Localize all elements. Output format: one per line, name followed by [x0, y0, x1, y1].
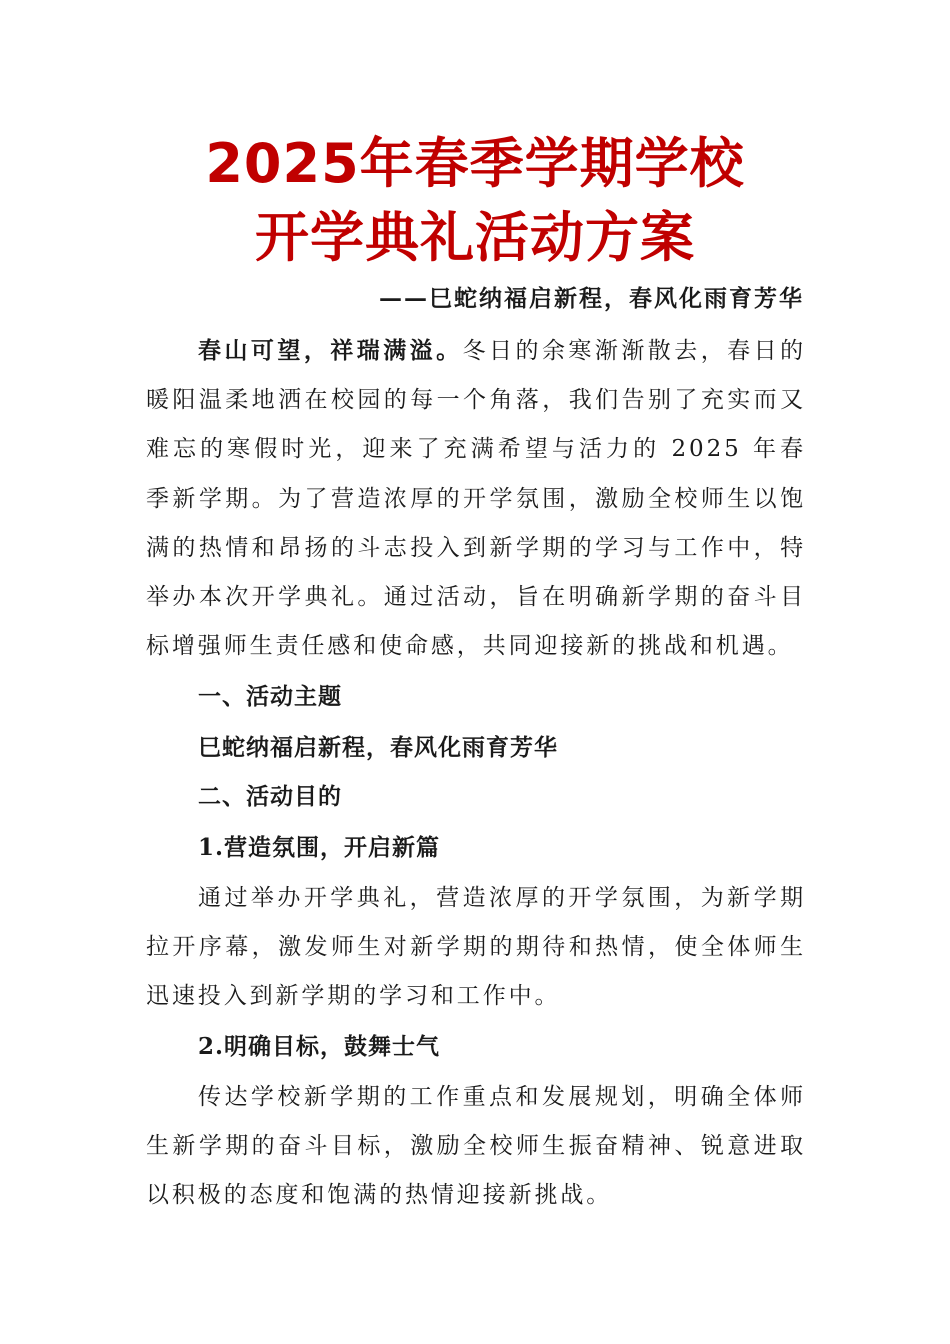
- intro-paragraph: [146, 326, 806, 671]
- document-title-line1: 2025年春季学期学校: [205, 132, 745, 195]
- purpose-item-1-text: 通过举办开学典礼，营造浓厚的开学氛围，为新学期拉开序幕，激发师生对新学期的期待和热情，使全体师生迅速投入到新学期的学习和工作中。: [146, 885, 806, 1010]
- theme-text: 巳蛇纳福启新程，春风化雨育芳华: [198, 734, 558, 761]
- purpose-item-2-text: 传达学校新学期的工作重点和发展规划，明确全体师生新学期的奋斗目标，激励全校师生振奋精神、锐意进取以积极的态度和饱满的热情迎接新挑战。: [146, 1084, 806, 1209]
- purpose-item-2-heading: 2.明确目标，鼓舞士气: [198, 1033, 441, 1060]
- purpose-item-1-heading: 1.营造氛围，开启新篇: [198, 834, 441, 861]
- intro-lead: 春山可望，祥瑞满溢。: [198, 337, 463, 364]
- section1-heading: 一、活动主题: [198, 683, 342, 710]
- document-subtitle: ——巳蛇纳福启新程，春风化雨育芳华: [379, 285, 804, 312]
- section2-heading: 二、活动目的: [198, 783, 342, 810]
- document-title-line2: 开学典礼活动方案: [255, 206, 695, 269]
- intro-body: 冬日的余寒渐渐散去，春日的暖阳温柔地洒在校园的每一个角落，我们告别了充实而又难忘的寒假时光，迎来了充满希望与活力的 2025 年春季新学期。为了营造浓厚的开学氛围，激励全校师生以饱满的热情和昂扬的斗志投入到新学期的学习与工作中，特举办本次开学典礼。通过活动，旨在明确新学期的奋斗目标增强师生责任感和使命感，共同迎接新的挑战和机遇。: [146, 338, 807, 660]
